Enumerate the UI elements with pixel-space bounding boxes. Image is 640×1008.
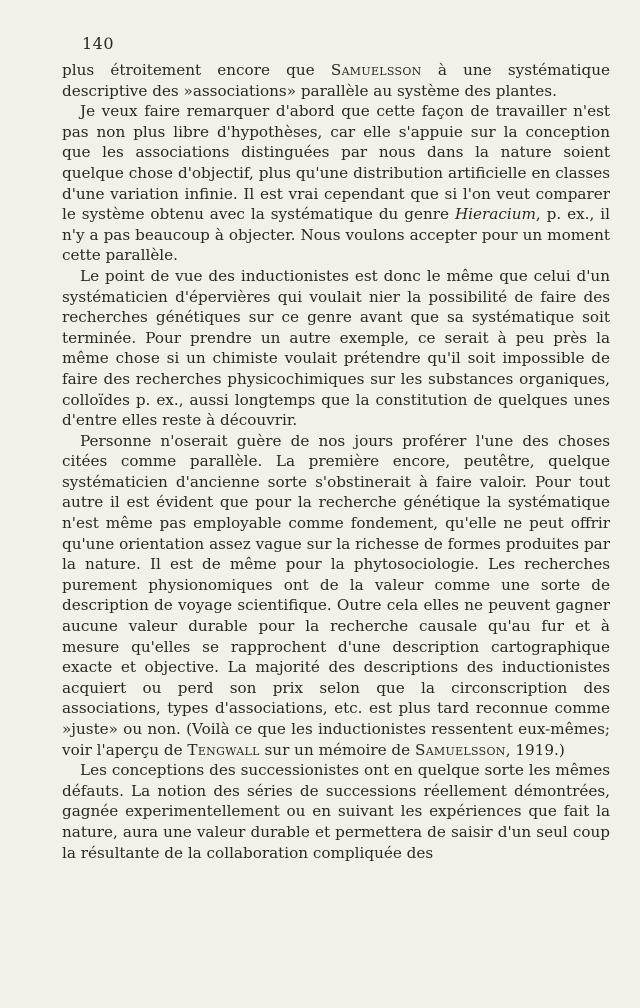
author-name: Tengwall — [187, 740, 260, 759]
paragraph — [62, 431, 610, 761]
text-run: sur un mémoire de — [259, 740, 415, 759]
paragraph — [62, 101, 610, 266]
body-text — [62, 60, 610, 863]
paragraph: Le point de vue des inductionistes est donc le même que celui d'un systématicien d'épervières qui voulait nier la possibilité de faire des recherches génétiques sur ce genre avant que sa systématique soit terminée. Pour prendre un autre exemple, ce serait à peu près la même chose si un chimiste voulait prétendre qu'il soit impossible de faire des recherches physicochimiques sur les substances organiques, colloïdes p. ex., aussi longtemps que la constitution de quelques unes d'entre elles reste à découvrir. — [62, 266, 610, 430]
text-run: à une systématique descriptive des »associations» parallèle au système des plantes. — [62, 61, 610, 100]
author-name: Samuelsson — [414, 740, 506, 759]
text-run: , 1919.) — [505, 740, 565, 759]
paragraph: Les conceptions des successionistes ont en quelque sorte les mêmes défauts. La notion des séries de successions réellement démontrées, gagnée experimentellement ou en suivant les expériences que fait la nature, aura une valeur durable et permettera de saisir d'un seul coup la résultante de la collaboration compliquée des — [62, 761, 610, 862]
text-run: , p. ex., il n'y a pas beaucoup à objecter. Nous voulons accepter pour un moment cette parallèle. — [62, 205, 610, 265]
genus-name: Hieracium — [454, 205, 536, 224]
text-run: plus étroitement encore que — [62, 61, 331, 79]
text-run: Je veux faire remarquer d'abord que cette façon de travailler n'est pas non plus libre d'hypothèses, car elle s'appuie sur la conception que les associations distinguées par nous dans la nature soient quelque chose d'objectif, plus qu'une distribution artificielle en classes d'une variation infinie. Il est vrai cependant que si l'on veut comparer le système obtenu avec la systématique du genre — [62, 102, 610, 224]
author-name: Samuelsson — [330, 61, 422, 79]
paragraph — [62, 60, 610, 101]
page-number: 140 — [82, 34, 115, 53]
text-run: Personne n'oserait guère de nos jours proférer l'une des choses citées comme parallèle. La première encore, peutêtre, quelque systématicien d'ancienne sorte s'obstinerait à faire valoir. Pour tout autre il est évident que pour la recherche génétique la systématique n'est même pas employable comme fondement, qu'elle ne peut offrir qu'une orientation assez vague sur la richesse de formes produites par la nature. Il est de même pour la phytosociologie. Les recherches purement physionomiques ont de la valeur comme une sorte de description de voyage scientifique. Outre cela elles ne peuvent gagner aucune valeur durable pour la recherche causale qu'au fur et à mesure qu'elles se rapprochent d'une description cartographique exacte et objective. La majorité des descriptions des inductionistes acquiert ou perd son prix selon que la circonscription des associations, types d'associations, etc. est plus tard reconnue comme »juste» ou non. (Voilà ce que les inductionistes ressentent eux-mêmes; voir l'aperçu de — [62, 431, 610, 759]
